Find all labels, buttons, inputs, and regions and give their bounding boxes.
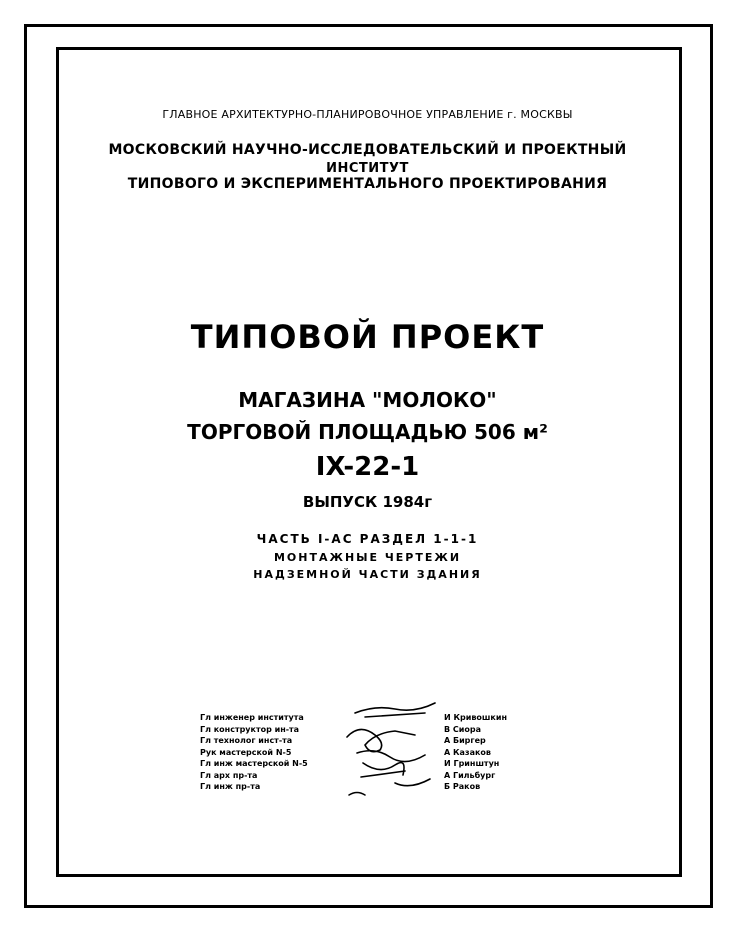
subtitle-area: ТОРГОВОЙ ПЛОЩАДЬЮ 506 м² [187, 420, 548, 444]
role-item: Гл инженер института [200, 713, 304, 722]
subtitle-shop: МАГАЗИНА "МОЛОКО" [238, 388, 497, 412]
signatory-roles [200, 712, 350, 793]
name-item: А Казаков [444, 747, 491, 757]
name-item: А Биргер [444, 736, 486, 745]
role-item: Гл арх пр-та [200, 770, 258, 780]
name-item: Б Раков [444, 782, 481, 791]
project-code: IX-22-1 [315, 452, 420, 482]
org-line-1: ГЛАВНОЕ АРХИТЕКТУРНО-ПЛАНИРОВОЧНОЕ УПРАВЛЕНИЕ г. МОСКВЫ [162, 108, 573, 121]
role-item: Гл технолог инст-та [200, 736, 293, 745]
org-line-4: ТИПОВОГО И ЭКСПЕРИМЕНТАЛЬНОГО ПРОЕКТИРОВАНИЯ [127, 176, 608, 192]
signatory-names [444, 712, 554, 793]
org-line-3: ИНСТИТУТ [326, 161, 409, 176]
name-item: И Кривошкин [444, 713, 507, 722]
document-title: ТИПОВОЙ ПРОЕКТ [190, 318, 545, 356]
name-item: В Сиора [444, 724, 481, 734]
description-line-1: МОНТАЖНЫЕ ЧЕРТЕЖИ [273, 551, 462, 564]
issue-year: ВЫПУСК 1984г [302, 493, 433, 511]
description-line-2: НАДЗЕМНОЙ ЧАСТИ ЗДАНИЯ [253, 568, 482, 581]
role-item: Рук мастерской N-5 [200, 747, 292, 757]
role-item: Гл конструктор ин-та [200, 724, 300, 734]
name-item: А Гильбург [444, 770, 496, 780]
role-item: Гл инж пр-та [200, 782, 261, 791]
role-item: Гл инж мастерской N-5 [200, 759, 308, 768]
handwritten-signatures [335, 695, 445, 805]
org-line-2: МОСКОВСКИЙ НАУЧНО-ИССЛЕДОВАТЕЛЬСКИЙ И ПРОЕКТНЫЙ [108, 142, 627, 158]
name-item: И Гринштун [444, 759, 500, 768]
part-section: ЧАСТЬ I-АС РАЗДЕЛ 1-1-1 [256, 532, 479, 546]
